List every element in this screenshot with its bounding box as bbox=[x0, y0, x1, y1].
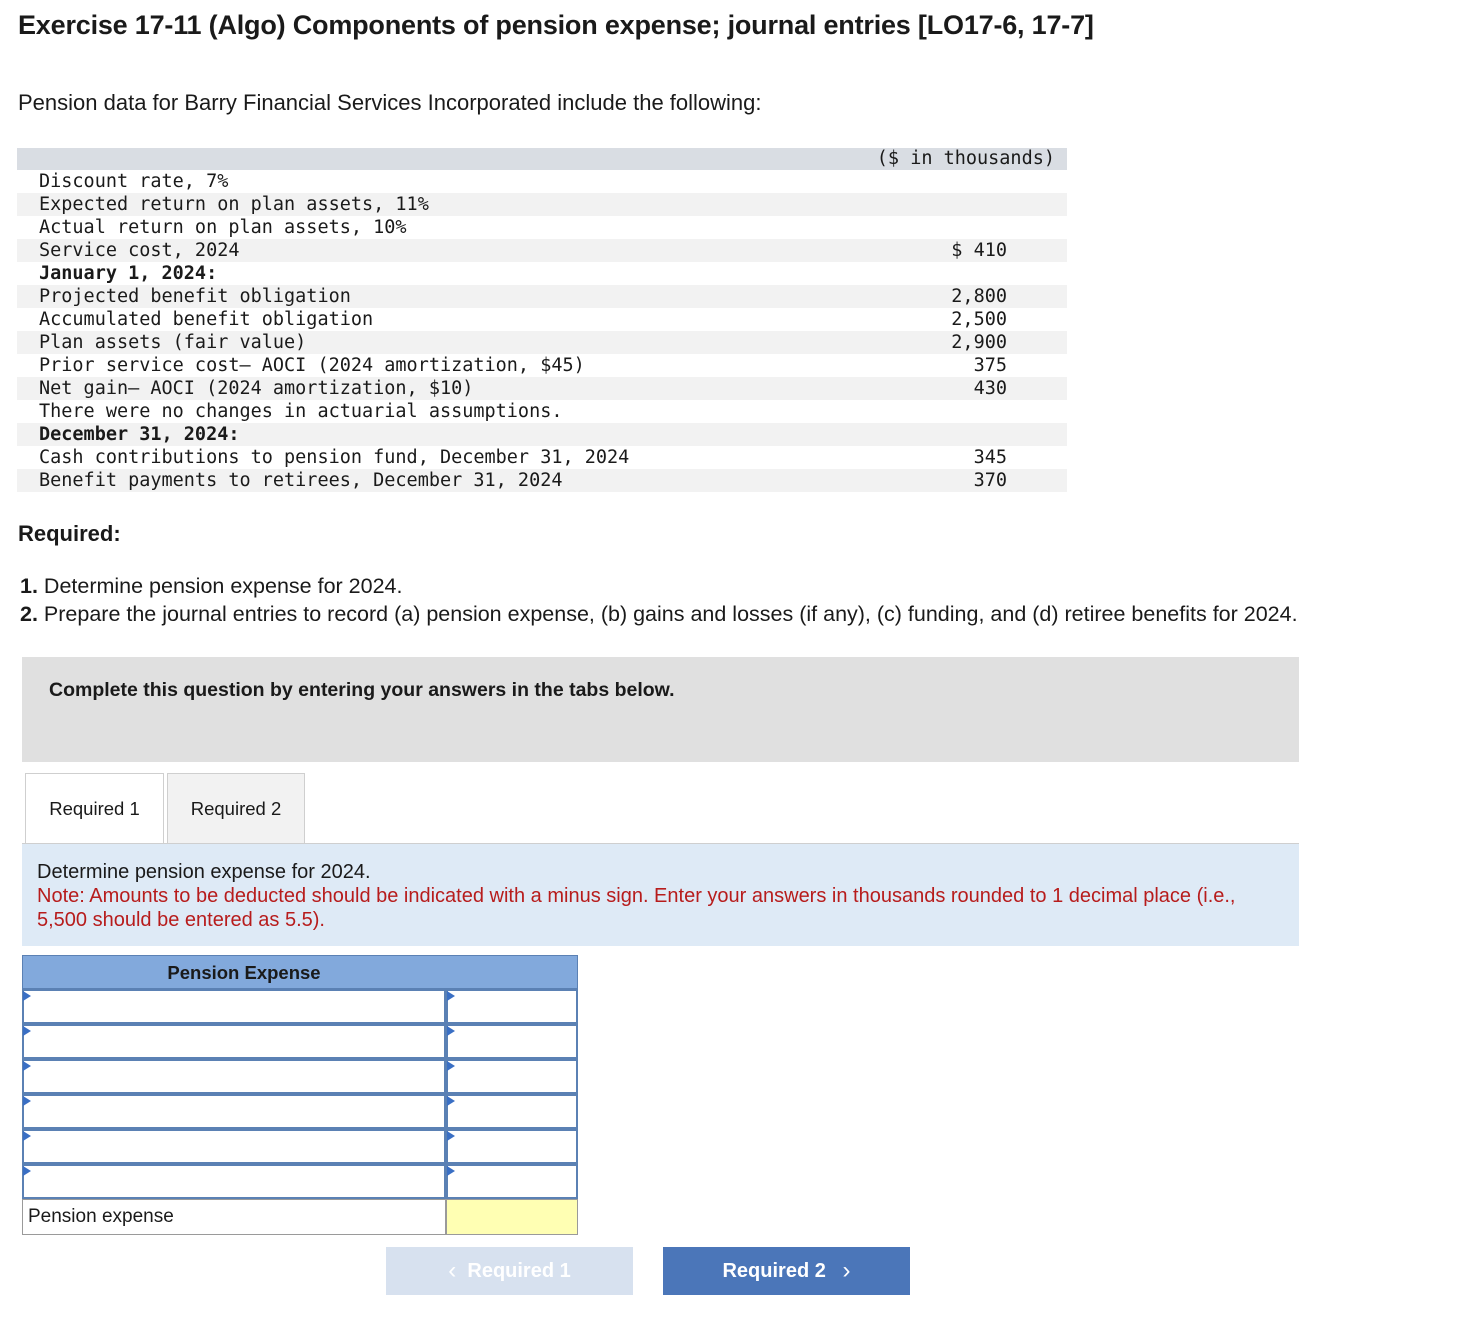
data-row bbox=[17, 400, 1067, 423]
data-row-label: January 1, 2024: bbox=[39, 263, 218, 284]
account-input[interactable] bbox=[30, 1030, 438, 1054]
instruction-box bbox=[22, 657, 1299, 762]
grid-header: Pension Expense bbox=[22, 955, 578, 989]
amount-input[interactable] bbox=[454, 995, 570, 1019]
required-item: 1. Determine pension expense for 2024. bbox=[20, 574, 403, 598]
required-list bbox=[20, 572, 1298, 628]
data-row-label: Accumulated benefit obligation bbox=[39, 309, 374, 330]
data-row-label: There were no changes in actuarial assumptions. bbox=[39, 401, 563, 422]
account-input[interactable] bbox=[30, 1065, 438, 1089]
panel-prompt: Determine pension expense for 2024. bbox=[37, 861, 371, 883]
unit-header: ($ in thousands) bbox=[876, 148, 1055, 169]
account-select-cell[interactable] bbox=[22, 989, 446, 1024]
panel-note: Note: Amounts to be deducted should be indicated with a minus sign. Enter your answers in thousands rounded to 1 decimal place (i.e., 5,500 should be entered as 5.5). bbox=[37, 885, 1236, 931]
data-row bbox=[17, 469, 1067, 492]
account-input[interactable] bbox=[30, 1170, 438, 1194]
pension-expense-grid bbox=[22, 955, 578, 1235]
answer-row bbox=[22, 989, 578, 1024]
data-row-label: December 31, 2024: bbox=[39, 424, 240, 445]
data-row bbox=[17, 170, 1067, 193]
data-row-label: Service cost, 2024 bbox=[39, 240, 240, 261]
data-row-label: Expected return on plan assets, 11% bbox=[39, 194, 429, 215]
next-button-label: Required 2 bbox=[722, 1259, 826, 1282]
data-row bbox=[17, 423, 1067, 446]
chevron-left-icon: ‹ bbox=[448, 1257, 457, 1284]
data-row-value: 2,900 bbox=[951, 332, 1007, 353]
amount-input[interactable] bbox=[454, 1065, 570, 1089]
amount-input-cell[interactable] bbox=[446, 989, 578, 1024]
amount-input-cell[interactable] bbox=[446, 1094, 578, 1129]
data-row bbox=[17, 331, 1067, 354]
data-row bbox=[17, 354, 1067, 377]
data-row-label: Benefit payments to retirees, December 31, 2024 bbox=[39, 470, 563, 491]
data-row bbox=[17, 446, 1067, 469]
data-row bbox=[17, 262, 1067, 285]
account-select-cell[interactable] bbox=[22, 1164, 446, 1199]
data-row-value: 2,800 bbox=[951, 286, 1007, 307]
amount-input[interactable] bbox=[454, 1170, 570, 1194]
amount-input[interactable] bbox=[454, 1100, 570, 1124]
data-row-value: $ 410 bbox=[951, 240, 1007, 261]
data-table-header bbox=[17, 148, 1067, 170]
data-row-value: 345 bbox=[973, 447, 1007, 468]
data-row bbox=[17, 377, 1067, 400]
tab-required-2[interactable]: Required 2 bbox=[167, 773, 305, 844]
data-row-label: Actual return on plan assets, 10% bbox=[39, 217, 407, 238]
tab-panel bbox=[22, 844, 1299, 946]
account-select-cell[interactable] bbox=[22, 1024, 446, 1059]
amount-input-cell[interactable] bbox=[446, 1059, 578, 1094]
total-value-input[interactable] bbox=[447, 1200, 577, 1234]
answer-row bbox=[22, 1129, 578, 1164]
required-item: 2. Prepare the journal entries to record (a) pension expense, (b) gains and losses (if any), (c) funding, and (d) retiree benefits for 2024. bbox=[20, 602, 1298, 626]
answer-row bbox=[22, 1024, 578, 1059]
total-row bbox=[22, 1199, 578, 1235]
data-row bbox=[17, 285, 1067, 308]
amount-input[interactable] bbox=[454, 1030, 570, 1054]
data-row bbox=[17, 216, 1067, 239]
account-select-cell[interactable] bbox=[22, 1059, 446, 1094]
next-button[interactable] bbox=[663, 1247, 910, 1295]
account-select-cell[interactable] bbox=[22, 1094, 446, 1129]
chevron-right-icon: › bbox=[842, 1257, 851, 1284]
data-row-label: Plan assets (fair value) bbox=[39, 332, 307, 353]
data-row bbox=[17, 308, 1067, 331]
data-row-value: 2,500 bbox=[951, 309, 1007, 330]
data-row-label: Discount rate, 7% bbox=[39, 171, 229, 192]
account-input[interactable] bbox=[30, 1100, 438, 1124]
data-row-value: 370 bbox=[973, 470, 1007, 491]
required-heading: Required: bbox=[18, 521, 121, 546]
data-row-value: 430 bbox=[973, 378, 1007, 399]
page-title: Exercise 17-11 (Algo) Components of pension expense; journal entries [LO17-6, 17-7] bbox=[18, 10, 1094, 40]
prev-button-label: Required 1 bbox=[467, 1259, 571, 1282]
account-input[interactable] bbox=[30, 995, 438, 1019]
data-row-label: Prior service cost– AOCI (2024 amortization, $45) bbox=[39, 355, 585, 376]
data-row-value: 375 bbox=[973, 355, 1007, 376]
data-row-label: Projected benefit obligation bbox=[39, 286, 351, 307]
amount-input[interactable] bbox=[454, 1135, 570, 1159]
data-row bbox=[17, 239, 1067, 262]
amount-input-cell[interactable] bbox=[446, 1024, 578, 1059]
amount-input-cell[interactable] bbox=[446, 1129, 578, 1164]
data-row-label: Cash contributions to pension fund, December 31, 2024 bbox=[39, 447, 630, 468]
total-value-cell[interactable] bbox=[446, 1199, 578, 1235]
account-select-cell[interactable] bbox=[22, 1129, 446, 1164]
data-row bbox=[17, 193, 1067, 216]
pension-data-table bbox=[17, 148, 1067, 492]
total-label: Pension expense bbox=[22, 1199, 446, 1235]
answer-row bbox=[22, 1094, 578, 1129]
account-input[interactable] bbox=[30, 1135, 438, 1159]
instruction-text: Complete this question by entering your answers in the tabs below. bbox=[49, 679, 675, 701]
intro-text: Pension data for Barry Financial Services Incorporated include the following: bbox=[18, 90, 762, 115]
answer-row bbox=[22, 1164, 578, 1199]
amount-input-cell[interactable] bbox=[446, 1164, 578, 1199]
tab-required-1[interactable]: Required 1 bbox=[25, 773, 164, 844]
answer-row bbox=[22, 1059, 578, 1094]
data-row-label: Net gain– AOCI (2024 amortization, $10) bbox=[39, 378, 474, 399]
prev-button[interactable] bbox=[386, 1247, 633, 1295]
